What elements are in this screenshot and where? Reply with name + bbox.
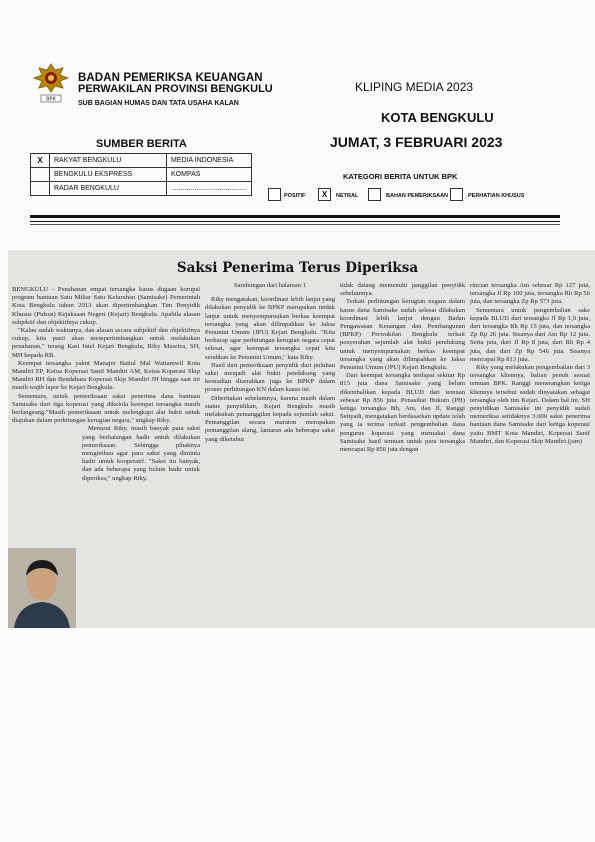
article-paragraph: Menurut Riky, masih banyak para saksi yang berhalangan hadir untuk dilakukan pemeriksaan. Sehingga pihaknya mengimbau agar para saksi yang diminta hadir untuk kooperatif. "Saksi itu banyak, dan ada beberapa yang belum hadir untuk diperiksa," ungkap Riky.	[82, 425, 200, 482]
article-paragraph: Terkait perhitungan kerugian negara dalam kasus dana Samisake sudah selesai dilakukan koordinasi lebih lanjut dengan Badan Pengawasan Keuangan dan Pembangunan (BPKP) Perwakilan Bengkulu terkait penyerahan sejumlah alat bukti pendukung untuk menyempurnakan berkas keempat tersangka yang akan dilimpahkan ke Jaksa Penuntut Umum (JPU) Kejari Bengkulu.	[340, 298, 465, 372]
article-paragraph: rincian tersangka Am sebesar Rp 127 juta, tersangka Jl Rp 100 juta, tersangka Rh Rp 56 juta, dan tersangka Zp Rp 573 juta.	[470, 282, 590, 306]
source-name: MEDIA INDONESIA	[167, 154, 252, 168]
category-checkbox-khusus[interactable]	[450, 188, 463, 201]
source-title: SUMBER BERITA	[96, 138, 187, 150]
source-checkbox[interactable]	[31, 182, 50, 196]
agency-subdivision: SUB BAGIAN HUMAS DAN TATA USAHA KALAN	[78, 99, 239, 107]
logo-text: BPK	[46, 96, 56, 103]
category-label-netral: NETRAL	[336, 193, 359, 199]
source-row	[31, 168, 252, 182]
article-paragraph: BENGKULU - Penahanan empat tersangka kasus dugaan korupsi program bantuan Satu Miliar Satu Kelurahan (Samisake) Pemerintah Kota Bengkulu tahun 2013 akan dipertimbangkan Tim Penyidik Khusus (Pidsus) Kejaksaan Negeri (Kejari) Bengkulu. Apabila alasan subjektif dan objektifnya cukup.	[12, 286, 200, 326]
person-photo	[8, 548, 76, 628]
article-column-1	[12, 286, 200, 483]
article-column-2	[205, 282, 335, 444]
person-icon	[8, 548, 76, 628]
article-paragraph: Diberitakan sebelumnya, karena masih dalam status penyidikan, Kejari Bengkulu masih melakukan pemanggilan kepada sejumlah saksi. Pemanggilan secara maraton merupakan pemanggilan ulang, lantaran ada beberapa saksi yang diketahui	[205, 394, 335, 443]
article-paragraph: tidak datang memenuhi panggilan penyidik sebelumnya.	[340, 282, 465, 298]
agency-block	[78, 72, 273, 107]
article-paragraph: Sementara, untuk pemeriksaan saksi penerima dana bantuan Samisake dari tiga koperasi yang dikelola keempat tersangka masih berlangsung."Masih pemeriksaan untuk melengkapi alat bukti untuk diajukan dalam perhitungan kerugian negara," ungkap Riky.	[12, 392, 200, 425]
article-paragraph: Riky yang melakukan pengembalian dari 3 tersangka kliennya, balian penuh sesuai temuan BPK. Ranggi menerangkan ketiga kliennya tersebut sudah dinyatakan sebagai tersangka oleh tim Kejari. Dalam hal ini, SH penyidikan Samisake ini penyidik sudah memeriksa setidaknya 3.000 saksi penerima bantuan dana Samisake dari ketiga koperasi yaitu BMT Kota Mandiri, Koperasi Sanif Mandiri, dan Koperasi Skip Mandiri.(jam)	[470, 364, 590, 445]
source-name: .......................................	[167, 182, 252, 196]
source-name: BENGKULU EKSPRESS	[50, 168, 167, 182]
divider	[30, 221, 560, 222]
divider	[30, 224, 560, 225]
source-name: KOMPAS	[167, 168, 252, 182]
category-checkbox-positif[interactable]	[268, 188, 281, 201]
source-checkbox[interactable]	[31, 168, 50, 182]
category-label-khusus: PERHATIAN KHUSUS	[468, 193, 525, 199]
city-title: KOTA BENGKULU	[381, 110, 494, 125]
source-name: RADAR BENGKULU	[50, 182, 167, 196]
article-paragraph: Dari keempat tersangka terdapat sekitar Rp 813 juta dana Samisake yang belum dikembalikan kepada BLUD dari temuan sebesar Rp 856 juta. Penasihat Hukum (PH) ketiga tersangka 8th, Am, dan Jl, Ranggi Setiyadi, mengatakan berdasarkan update telah yang ia terima terkait pengembalian dana pengurus koperasi yang memakai dana Samisake hasil temuan untuk para tersangka mencapai Rp 856 juta dengan	[340, 372, 465, 454]
category-label-bahan: BAHAN PEMERIKSAAN	[386, 193, 449, 199]
article-paragraph: Sementara untuk pengembalian sake kepada BLUD dari tersangka Jl Rp 1,9 juta, dari tersangka Rh Rp 15 juta, dan tersangka Zp Rp 26 juta. Sisanya dari Am Rp 12 juta. Serta juta, dari Jl Rp 8 juta, dari Rh Rp 4 juta, dan dari Zp Rp 546 juta. Sisanya mencapai Rp 813 juta.	[470, 306, 590, 363]
article-paragraph: Hasil dari pemeriksaan penyidik dari puluhan saksi menjadi alat bukti pendukung yang kemudian diserahkan juga ke BPKP dalam proses perhitungan KN dalam kasus ini.	[205, 361, 335, 394]
bpk-logo-icon	[30, 60, 72, 106]
article-paragraph: Keempat tersangka yakni Manajer Baitul Mal Wattamwil Kota Mandiri ZP, Ketua Koperasi Sanif Mandiri AM, Ketua Koperasi Skip Mandiri RH dan Bendahara Koperasi Skip Mandiri JH hingga saat ini masih wajib lapor ke Kejari Bengkulu.	[12, 359, 200, 392]
article-headline: Saksi Penerima Terus Diperiksa	[176, 260, 419, 276]
agency-name: BADAN PEMERIKSA KEUANGAN	[78, 72, 263, 84]
source-row	[31, 182, 252, 196]
article-column-3	[340, 282, 465, 454]
continuation-note: Sambungan dari halaman 1	[234, 282, 306, 289]
source-name: RAKYAT BENGKULU	[50, 154, 167, 168]
agency-branch: PERWAKILAN PROVINSI BENGKULU	[78, 83, 273, 96]
source-checkbox[interactable]: X	[31, 154, 50, 168]
source-row	[31, 154, 252, 168]
article-paragraph: "Kalau sudah waktunya, dan alasan secara subjektif dan objektifnya cukup, kita pasti akan mempertimbangkan untuk melakukan penahanan," terang Kasi Intel Kejari Bengkulu, Riky Musriza, SH, MH kepada RB.	[12, 327, 200, 359]
source-table	[30, 153, 252, 196]
category-label-positif: POSITIF	[284, 193, 306, 199]
category-checkbox-netral[interactable]: X	[318, 188, 331, 201]
article-paragraph: Riky mengatakan, koordinasi lebih lanjut yang dilakukan penyidik ke BPKP merupakan tindak lanjut untuk menyempurnakan berkas keempat tersangka yang akan dilimpahkan ke Jaksa Penuntut Umum (JPU) Kejari Bengkulu. "Kita berharap agar perhitungan kerugian negara cepat selesai, agar keempat tersangka cepat kita serahkan ke Penuntut Umum," kata Riky.	[205, 296, 335, 361]
category-checkbox-bahan[interactable]	[368, 188, 381, 201]
article-column-4	[470, 282, 590, 446]
date-title: JUMAT, 3 FEBRUARI 2023	[330, 134, 503, 150]
kliping-title: KLIPING MEDIA 2023	[355, 80, 474, 94]
category-title: KATEGORI BERITA UNTUK BPK	[343, 172, 458, 181]
divider	[30, 215, 560, 218]
